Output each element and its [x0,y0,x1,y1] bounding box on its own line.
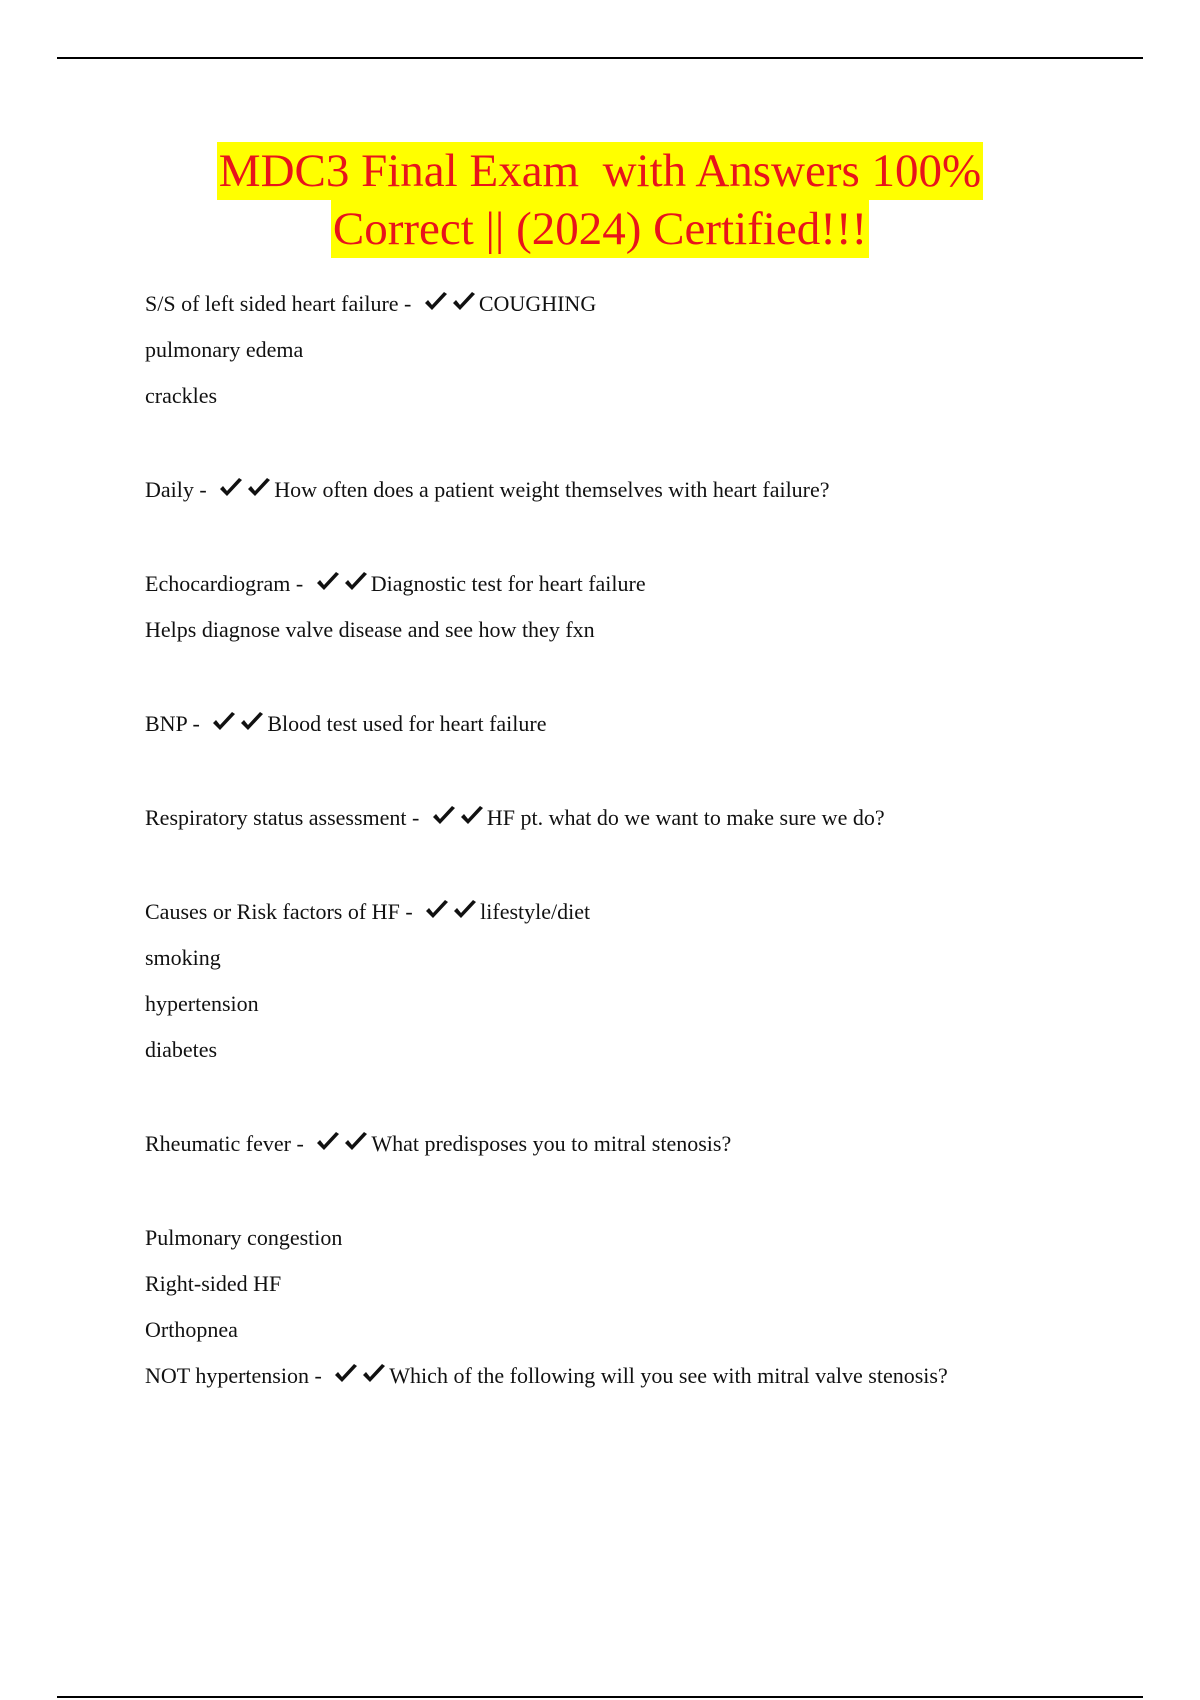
check-icon [451,291,479,315]
check-icons [218,467,274,513]
qa-line [145,889,1145,935]
check-icons [211,701,267,747]
check-icon [361,1363,389,1387]
qa-extra: diabetes [145,1037,218,1062]
separator: - [186,711,206,736]
qa-term: NOT hypertension [145,1363,309,1388]
qa-answer: How often does a patient weight themselves with heart failure? [274,477,830,502]
qa-term: Respiratory status assessment [145,805,407,830]
top-rule [57,57,1143,59]
qa-body [145,281,1145,1399]
qa-term: S/S of left sided heart failure [145,291,399,316]
qa-line [145,795,1145,841]
separator: - [399,899,419,924]
qa-extra: smoking [145,945,221,970]
qa-answer: Which of the following will you see with mitral valve stenosis? [389,1363,948,1388]
qa-answer: HF pt. what do we want to make sure we do? [486,805,885,830]
qa-term: Causes or Risk factors of HF [145,899,400,924]
check-icon [218,477,246,501]
check-icon [246,477,274,501]
qa-answer: What predisposes you to mitral stenosis? [371,1131,732,1156]
qa-line [145,1353,1145,1399]
separator: - [291,1131,310,1156]
check-icon [343,1131,371,1155]
qa-term: BNP [145,711,187,736]
check-icon [452,899,480,923]
qa-term: Daily [145,477,194,502]
qa-extra: crackles [145,383,218,408]
qa-line [145,1121,1145,1167]
check-icon [431,805,459,829]
check-icons [315,1121,371,1167]
qa-answer: Blood test used for heart failure [267,711,547,736]
list-item: Orthopnea [145,1317,238,1342]
check-icons [424,889,480,935]
qa-term: Rheumatic fever [145,1131,291,1156]
document-title [0,142,1200,258]
check-icons [315,561,371,607]
qa-line [145,701,1145,747]
check-icon [211,711,239,735]
check-icons [423,281,479,327]
check-icon [423,291,451,315]
separator: - [290,571,309,596]
qa-extra: Helps diagnose valve disease and see how they fxn [145,617,595,642]
title-line-2: Correct || (2024) Certified!!! [331,200,869,258]
qa-line [145,281,1145,327]
list-item: Pulmonary congestion [145,1225,343,1250]
separator: - [193,477,213,502]
qa-extra: hypertension [145,991,259,1016]
check-icon [459,805,487,829]
qa-term: Echocardiogram [145,571,291,596]
qa-line [145,561,1145,607]
check-icon [239,711,267,735]
qa-answer: lifestyle/diet [480,899,591,924]
qa-answer: COUGHING [478,291,597,316]
check-icon [424,899,452,923]
check-icon [315,1131,343,1155]
bottom-rule [57,1696,1143,1698]
separator: - [308,1363,328,1388]
check-icon [333,1363,361,1387]
qa-answer: Diagnostic test for heart failure [370,571,646,596]
separator: - [406,805,425,830]
check-icon [315,571,343,595]
list-item: Right-sided HF [145,1271,282,1296]
check-icons [333,1353,389,1399]
separator: - [398,291,417,316]
qa-extra: pulmonary edema [145,337,304,362]
title-line-1: MDC3 Final Exam with Answers 100% [217,142,983,200]
qa-line [145,467,1145,513]
check-icons [431,795,487,841]
check-icon [343,571,371,595]
